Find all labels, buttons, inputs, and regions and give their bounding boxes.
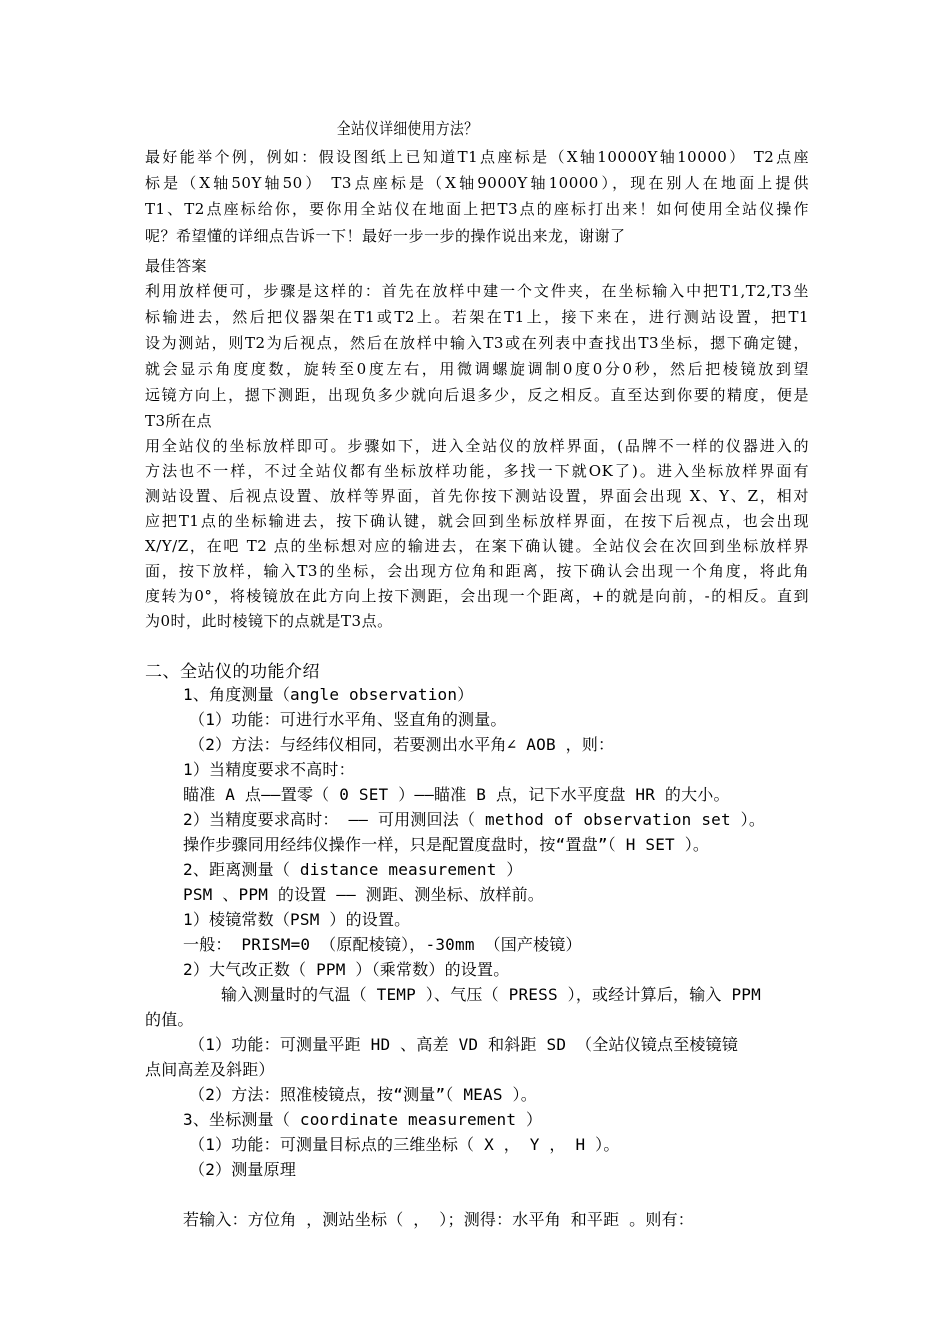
question-line: T1、T2点座标给你，要你用全站仪在地面上把T3点的座标打出来！如何使用全站仪操作 xyxy=(145,200,809,218)
answer-line: T3所在点 xyxy=(145,412,213,430)
section-line: 若输入：方位角 ，测站坐标（ ， ）；测得：水平角 和平距 。则有： xyxy=(183,1210,694,1229)
section-line: 点间高差及斜距） xyxy=(145,1060,275,1079)
question-line: 标是（X轴50Y轴50） T3点座标是（X轴9000Y轴10000），现在别人在地面上提供 xyxy=(145,174,809,192)
section-line: 操作步骤同用经纬仪操作一样，只是配置度盘时，按“置盘”（ H SET ）。 xyxy=(183,835,710,854)
section-line: 2）当精度要求高时： —— 可用测回法（ method of observation set ）。 xyxy=(183,810,766,829)
answer-line: 应把T1点的坐标输进去，按下确认键，就会回到坐标放样界面，在按下后视点，也会出现 xyxy=(145,512,809,530)
section-line: 2、距离测量（ distance measurement ） xyxy=(183,860,523,879)
section-line: （1）功能：可测量目标点的三维坐标（ X ， Y ， H ）。 xyxy=(189,1135,620,1154)
answer-line: 测站设置、后视点设置、放样等界面，首先你按下测站设置，界面会出现 X、Y、Z，相对 xyxy=(145,487,809,505)
section-line: （2）方法：照准棱镜点，按“测量”（ MEAS ）。 xyxy=(189,1085,537,1104)
section-line: 1）当精度要求不高时： xyxy=(183,760,355,779)
section-line: 1）棱镜常数（PSM ）的设置。 xyxy=(183,910,411,929)
answer-line: 远镜方向上，摁下测距，出现负多少就向后退多少，反之相反。直至达到你要的精度，便是 xyxy=(145,386,809,404)
section-line: （1）功能：可进行水平角、竖直角的测量。 xyxy=(189,710,507,729)
section-line: 瞄准 A 点——置零（ 0 SET ）——瞄准 B 点，记下水平度盘 HR 的大小。 xyxy=(183,785,730,804)
section-line: （2）测量原理 xyxy=(189,1160,297,1179)
section-line: （1）功能：可测量平距 HD 、高差 VD 和斜距 SD （全站仪镜点至棱镜镜 xyxy=(189,1035,739,1054)
question-line: 最好能举个例，例如：假设图纸上已知道T1点座标是（X轴10000Y轴10000） T2点座 xyxy=(145,148,809,166)
answer-line: 标输进去，然后把仪器架在T1或T2上。若架在T1上，接下来在，进行测站设置，把T1 xyxy=(145,308,809,326)
section-line: 一般： PRISM=0 （原配棱镜），-30mm （国产棱镜） xyxy=(183,935,582,954)
question-line: 呢？希望懂的详细点告诉一下！最好一步一步的操作说出来龙，谢谢了 xyxy=(145,227,626,245)
section-line: 3、坐标测量（ coordinate measurement ） xyxy=(183,1110,543,1129)
answer-line: 方法也不一样，不过全站仪都有坐标放样功能，多找一下就OK了)。进入坐标放样界面有 xyxy=(145,462,809,480)
answer-line: 为0时，此时棱镜下的点就是T3点。 xyxy=(145,612,393,630)
section-line: 输入测量时的气温（ TEMP ）、气压（ PRESS ），或经计算后，输入 PPM xyxy=(221,985,761,1004)
answer-line: X/Y/Z，在吧 T2 点的坐标想对应的输进去，在案下确认键。全站仪会在次回到坐标放样界 xyxy=(145,537,809,555)
section-line: 2）大气改正数（ PPM ）（乘常数）的设置。 xyxy=(183,960,510,979)
answer-line: 设为测站，则T2为后视点，然后在放样中输入T3或在列表中查找出T3坐标，摁下确定键， xyxy=(145,334,809,352)
section-heading: 二、全站仪的功能介绍 xyxy=(145,662,320,682)
section-line: 的值。 xyxy=(145,1010,194,1029)
section-line: PSM 、PPM 的设置 —— 测距、测坐标、放样前。 xyxy=(183,885,544,904)
answer-line: 用全站仪的坐标放样即可。步骤如下，进入全站仪的放样界面，(品牌不一样的仪器进入的 xyxy=(145,437,809,455)
best-answer-label: 最佳答案 xyxy=(145,257,208,275)
document-title: 全站仪详细使用方法？ xyxy=(336,119,479,138)
answer-line: 面，按下放样，输入T3的坐标，会出现方位角和距离，按下确认会出现一个角度，将此角 xyxy=(145,562,809,580)
answer-line: 就会显示角度度数，旋转至0度左右，用微调螺旋调制0度0分0秒，然后把棱镜放到望 xyxy=(145,360,809,378)
answer-line: 度转为0°，将棱镜放在此方向上按下测距，会出现一个距离，+的就是向前，-的相反。直到 xyxy=(145,587,809,605)
answer-line: 利用放样便可，步骤是这样的：首先在放样中建一个文件夹，在坐标输入中把T1,T2,T3坐 xyxy=(145,282,809,300)
section-line: （2）方法：与经纬仪相同，若要测出水平角∠ AOB ，则： xyxy=(189,735,615,754)
section-line: 1、角度测量（angle observation） xyxy=(183,685,474,704)
